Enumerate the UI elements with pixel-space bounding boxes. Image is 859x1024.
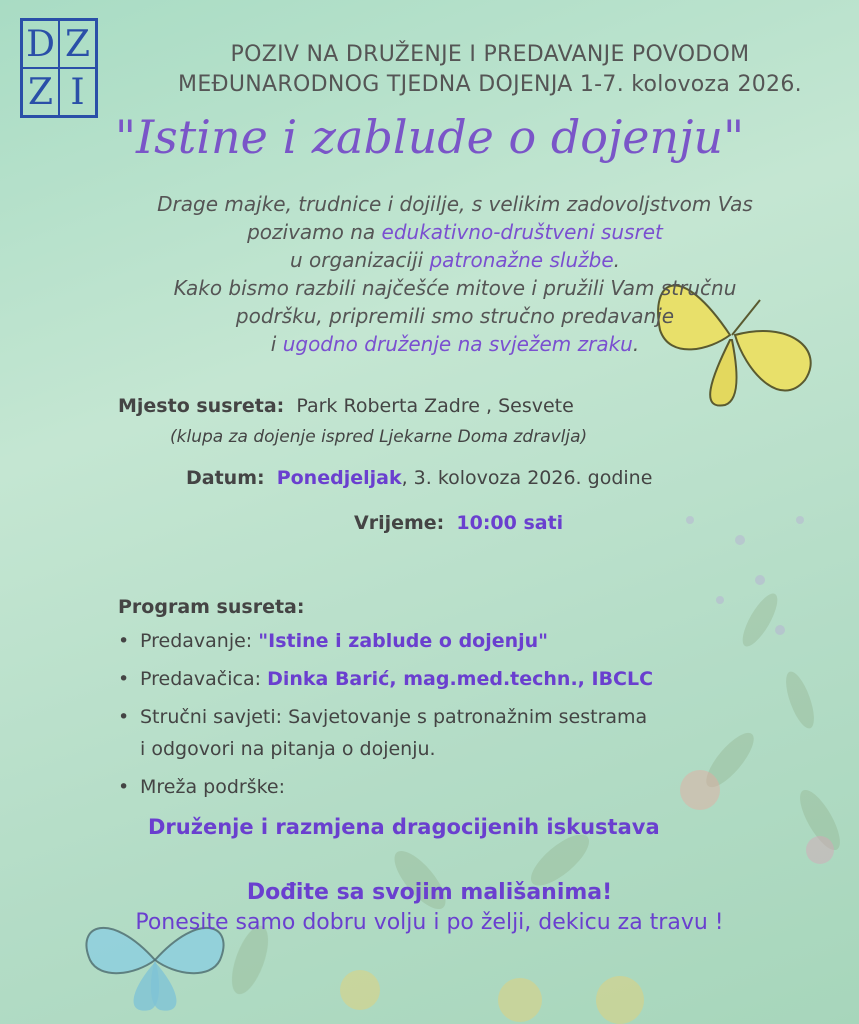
program-item: • Stručni savjeti: Savjetovanje s patronažnim sestrama: [118, 706, 647, 728]
place-value: Park Roberta Zadre , Sesvete: [296, 395, 574, 417]
program-item: • Predavačica: Dinka Barić, mag.med.techn., IBCLC: [118, 668, 653, 690]
intro-line: Drage majke, trudnice i dojilje, s velikim zadovoljstvom Vas: [157, 192, 753, 216]
logo-letter: Z: [59, 20, 96, 68]
place-row: [118, 395, 574, 417]
program-item: • Mreža podrške:: [118, 776, 285, 798]
time-row: [354, 512, 563, 534]
dzzi-logo: [20, 18, 98, 118]
date-rest: , 3. kolovoza 2026. godine: [401, 467, 653, 489]
intro-line: u organizaciji patronažne službe.: [290, 248, 620, 272]
program-item-cont: i odgovori na pitanja o dojenju.: [140, 738, 436, 760]
place-label: Mjesto susreta:: [118, 395, 285, 417]
logo-letter: I: [59, 68, 96, 116]
time-label: Vrijeme:: [354, 512, 445, 534]
closing-line-1: Dođite sa svojim mališanima!: [246, 880, 613, 905]
logo-letter: Z: [22, 68, 59, 116]
date-label: Datum:: [186, 467, 265, 489]
intro-line: podršku, pripremili smo stručno predavanje: [235, 304, 675, 328]
page-title: "Istine i zablude o dojenju": [114, 110, 745, 164]
program-subline: Druženje i razmjena dragocijenih iskustava: [148, 815, 660, 839]
header-line-2: MEĐUNARODNOG TJEDNA DOJENJA 1-7. kolovoza 2026.: [178, 72, 802, 97]
intro-line: pozivamo na edukativno-društveni susret: [247, 220, 663, 244]
place-note: (klupa za dojenje ispred Ljekarne Doma zdravlja): [170, 427, 588, 447]
logo-letter: D: [22, 20, 59, 68]
intro-line: Kako bismo razbili najčešće mitove i pružili Vam stručnu: [173, 276, 737, 300]
program-heading: Program susreta:: [118, 596, 305, 618]
header-line-1: POZIV NA DRUŽENJE I PREDAVANJE POVODOM: [230, 42, 750, 67]
date-day: Ponedjeljak: [276, 467, 402, 489]
program-item: • Predavanje: "Istine i zablude o dojenju": [118, 630, 548, 652]
intro-paragraph: [60, 190, 850, 358]
time-value: 10:00 sati: [456, 512, 564, 534]
closing-line-2: Ponesite samo dobru volju i po želji, dekicu za travu !: [135, 910, 724, 935]
intro-line: i ugodno druženje na svježem zraku.: [270, 332, 640, 356]
date-row: [186, 467, 652, 489]
